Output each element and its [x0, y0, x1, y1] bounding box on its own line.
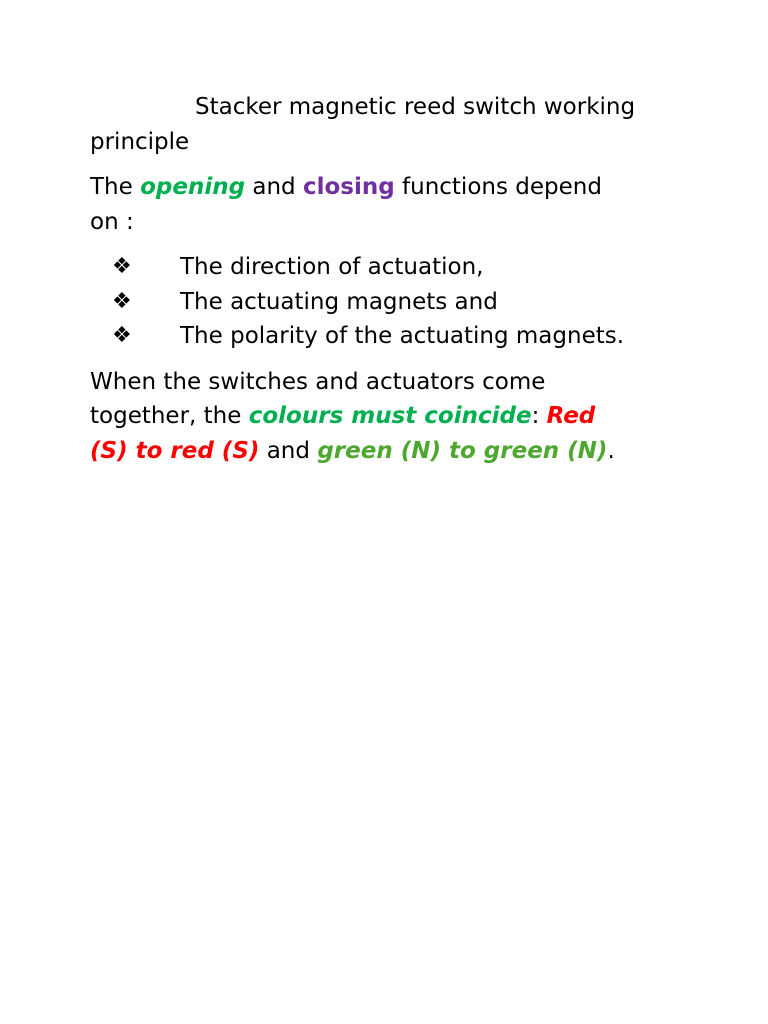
- conclusion-colon: :: [531, 403, 547, 429]
- title-line-1: Stacker magnetic reed switch working: [195, 94, 636, 120]
- list-item: [90, 250, 690, 285]
- diamond-bullet-icon: ❖: [112, 254, 132, 279]
- bullet-text: The actuating magnets and: [180, 288, 498, 315]
- title-line-2: principle: [90, 128, 190, 155]
- list-item: [90, 319, 690, 354]
- diamond-bullet-icon: ❖: [112, 323, 132, 348]
- red-term-1: Red: [546, 403, 596, 429]
- intro-suffix-2: on :: [90, 208, 134, 235]
- conclusion-line-1: When the switches and actuators come: [90, 368, 546, 395]
- opening-term: opening: [140, 174, 246, 200]
- red-term-2: (S) to red (S): [90, 437, 260, 464]
- list-item: [90, 285, 690, 320]
- closing-term: closing: [302, 174, 395, 200]
- intro-suffix-1: functions depend: [394, 174, 602, 200]
- diamond-bullet-icon: ❖: [112, 288, 132, 314]
- colours-must-coincide: colours must coincide: [248, 403, 532, 429]
- document-body: [90, 90, 690, 479]
- bullet-text: The direction of actuation,: [180, 254, 484, 280]
- conclusion-prefix: together, the: [90, 403, 249, 429]
- bullet-list: [90, 250, 690, 354]
- document-title: [90, 90, 690, 159]
- conclusion-paragraph: [90, 365, 690, 469]
- conclusion-and: and: [259, 437, 318, 464]
- intro-prefix: The: [90, 174, 141, 200]
- green-term: green (N) to green (N): [317, 437, 608, 464]
- intro-and: and: [245, 174, 303, 200]
- intro-paragraph: [90, 170, 690, 239]
- conclusion-end: .: [607, 437, 615, 464]
- bullet-text: The polarity of the actuating magnets.: [180, 323, 625, 349]
